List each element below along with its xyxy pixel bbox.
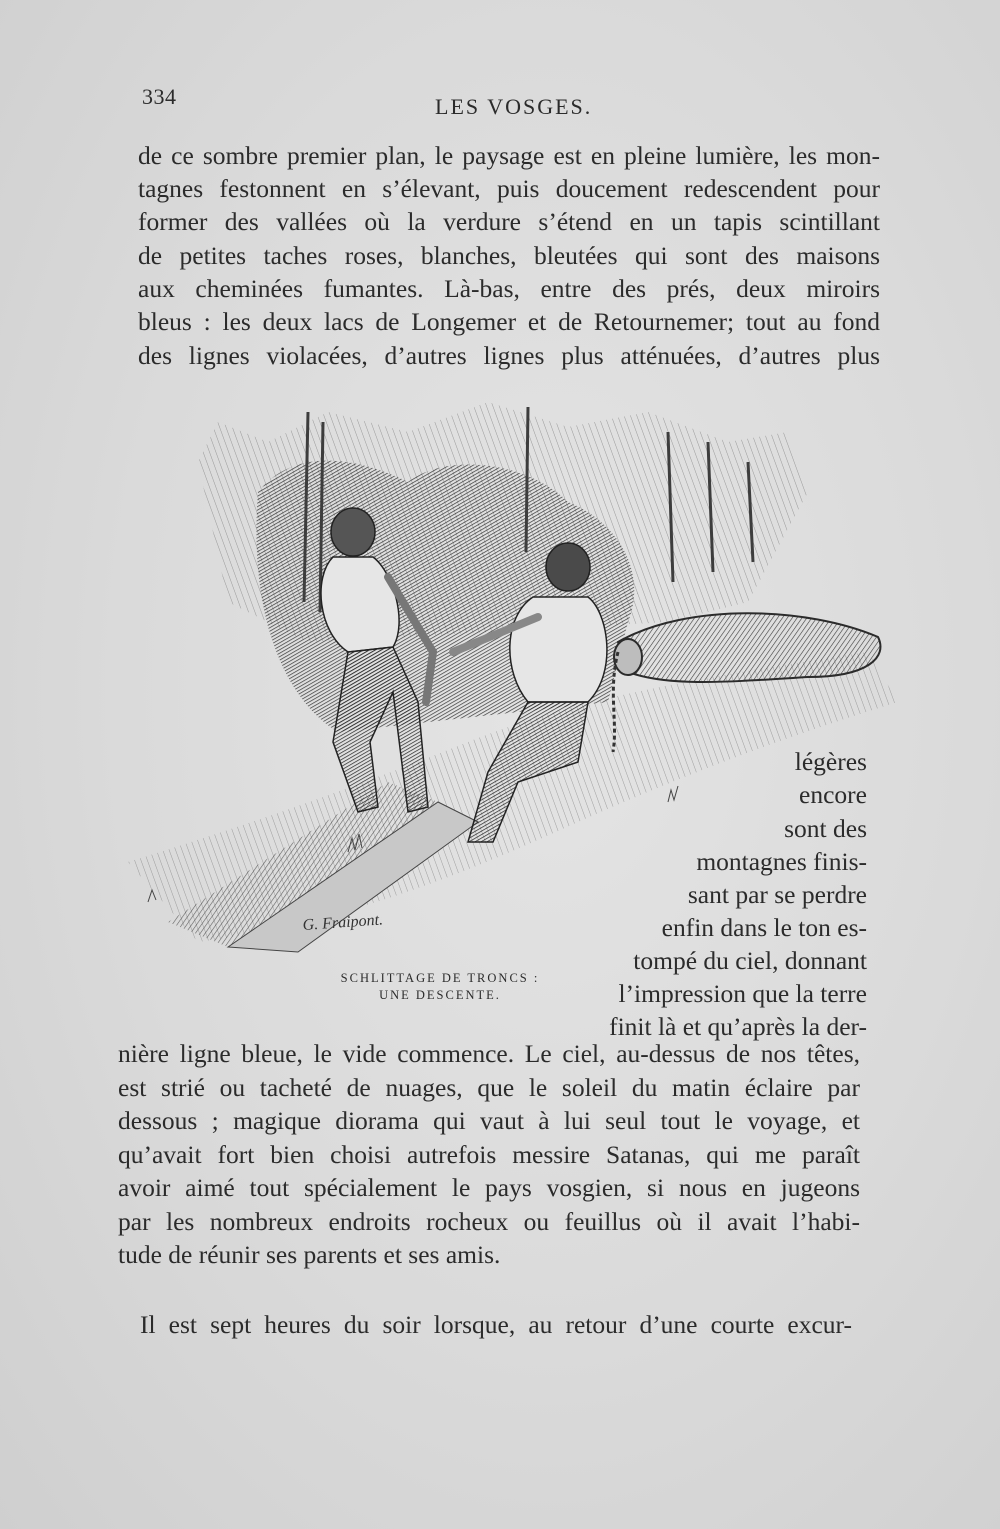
figure-caption <box>300 970 580 1004</box>
text-line: aux cheminées fumantes. Là-bas, entre des prés, deux miroirs <box>138 274 880 303</box>
caption-line-2: UNE DESCENTE. <box>379 988 501 1002</box>
text-line: nière ligne bleue, le vide commence. Le ciel, au-dessus de nos têtes, <box>118 1039 860 1068</box>
text-line: avoir aimé tout spécialement le pays vosgien, si nous en jugeons <box>118 1173 860 1202</box>
text-line: des lignes violacées, d’autres lignes plus atténuées, d’autres plus <box>138 341 880 370</box>
text-line: l’impression que la terre <box>618 979 867 1008</box>
text-line: est strié ou tacheté de nuages, que le soleil du matin éclaire par <box>118 1073 860 1102</box>
text-line: de petites taches roses, blanches, bleutées qui sont des maisons <box>138 241 880 270</box>
text-line: tude de réunir ses parents et ses amis. <box>118 1240 501 1269</box>
text-line: sont des <box>784 814 867 843</box>
text-line: tompé du ciel, donnant <box>633 946 867 975</box>
text-line: former des vallées où la verdure s’étend en un tapis scintillant <box>138 207 880 236</box>
text-line: de ce sombre premier plan, le paysage est en pleine lumière, les mon- <box>138 141 880 170</box>
text-line: finit là et qu’après la der- <box>609 1012 867 1041</box>
text-line: sant par se perdre <box>687 880 867 909</box>
artist-signature: G. Fraipont. <box>302 911 384 934</box>
text-line: Il est sept heures du soir lorsque, au retour d’une courte excur- <box>140 1310 852 1339</box>
caption-line-1: SCHLITTAGE DE TRONCS : <box>340 971 540 985</box>
text-line: légères <box>794 747 867 776</box>
text-line: encore <box>799 780 867 809</box>
text-line: dessous ; magique diorama qui vaut à lui seul tout le voyage, et <box>118 1106 860 1135</box>
text-line: tagnes festonnent en s’élevant, puis doucement redescendent pour <box>138 174 880 203</box>
running-title: LES VOSGES. <box>435 94 593 119</box>
page-number: 334 <box>142 84 177 109</box>
text-line: enfin dans le ton es- <box>661 913 867 942</box>
text-line: qu’avait fort bien choisi autrefois messire Satanas, qui me paraît <box>118 1140 860 1169</box>
text-line: montagnes finis- <box>696 847 867 876</box>
text-line: bleus : les deux lacs de Longemer et de Retournemer; tout au fond <box>138 307 880 336</box>
text-line: par les nombreux endroits rocheux ou feuillus où il avait l’habi- <box>118 1207 860 1236</box>
